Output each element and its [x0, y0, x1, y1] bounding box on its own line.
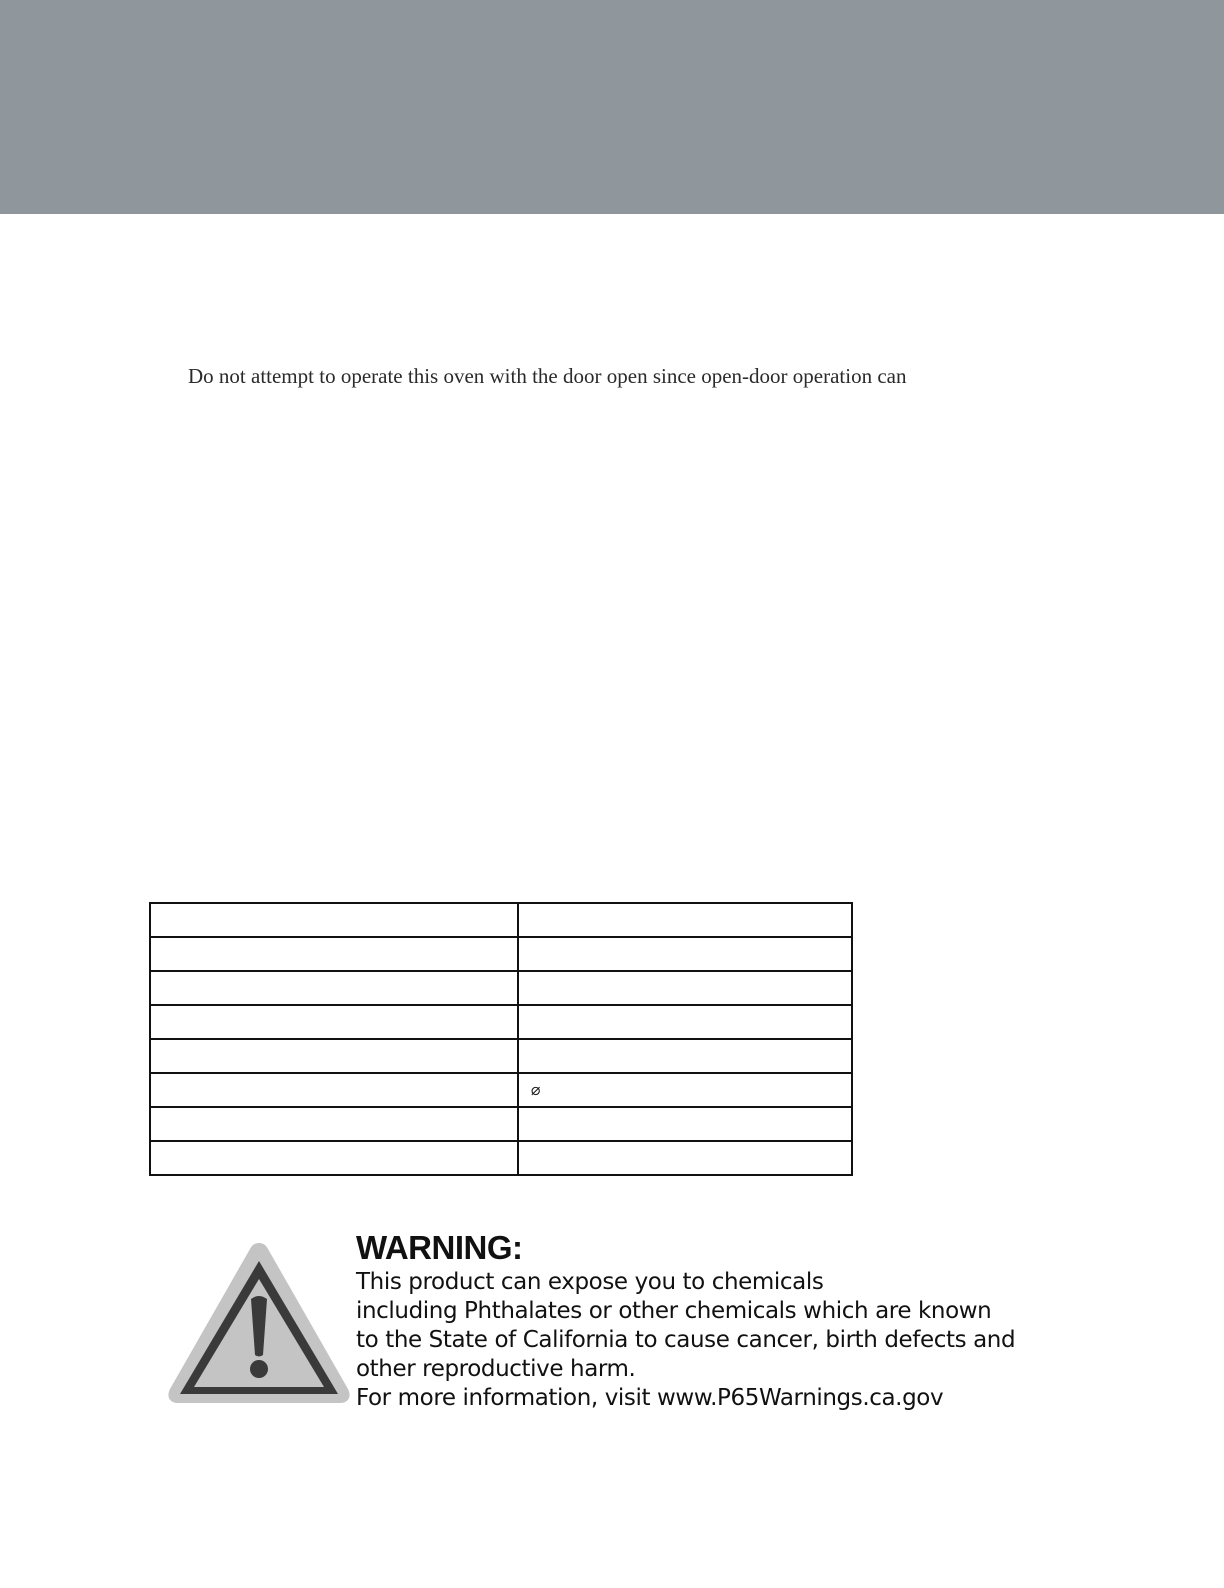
intro-text: Do not attempt to operate this oven with the door open since open-door operation can: [188, 364, 907, 388]
table-cell-label: [150, 1073, 518, 1107]
warning-line: This product can expose you to chemicals: [356, 1269, 824, 1295]
table-row: [150, 1141, 852, 1175]
table-row: [150, 1005, 852, 1039]
prop65-warning: [356, 1228, 1076, 1413]
table-row: [150, 971, 852, 1005]
table-row: [150, 1073, 852, 1107]
table-cell-label: [150, 937, 518, 971]
table-cell-value: [518, 971, 852, 1005]
table-row: [150, 937, 852, 971]
table-cell-label: [150, 1107, 518, 1141]
warning-line: including Phthalates or other chemicals which are known: [356, 1298, 992, 1324]
warning-title: WARNING:: [356, 1229, 523, 1266]
table-cell-label: [150, 1005, 518, 1039]
table-cell-value: [518, 1107, 852, 1141]
warning-line: other reproductive harm.: [356, 1356, 636, 1382]
spec-table: [149, 902, 853, 1176]
warning-line: to the State of California to cause cancer, birth defects and: [356, 1327, 1016, 1353]
table-row: [150, 1107, 852, 1141]
warning-triangle-icon: [164, 1237, 354, 1407]
header-band: [0, 0, 1224, 214]
table-cell-label: [150, 903, 518, 937]
warning-line: For more information, visit www.P65Warnings.ca.gov: [356, 1385, 944, 1411]
table-cell-value: [518, 937, 852, 971]
table-row: [150, 903, 852, 937]
table-cell-label: [150, 1039, 518, 1073]
table-cell-value: [518, 903, 852, 937]
table-cell-value: [518, 1005, 852, 1039]
table-cell-value: [518, 1141, 852, 1175]
table-cell-label: [150, 1141, 518, 1175]
table-cell-label: [150, 971, 518, 1005]
table-cell-value: [518, 1039, 852, 1073]
table-row: [150, 1039, 852, 1073]
table-cell-value: ⌀: [518, 1073, 852, 1107]
